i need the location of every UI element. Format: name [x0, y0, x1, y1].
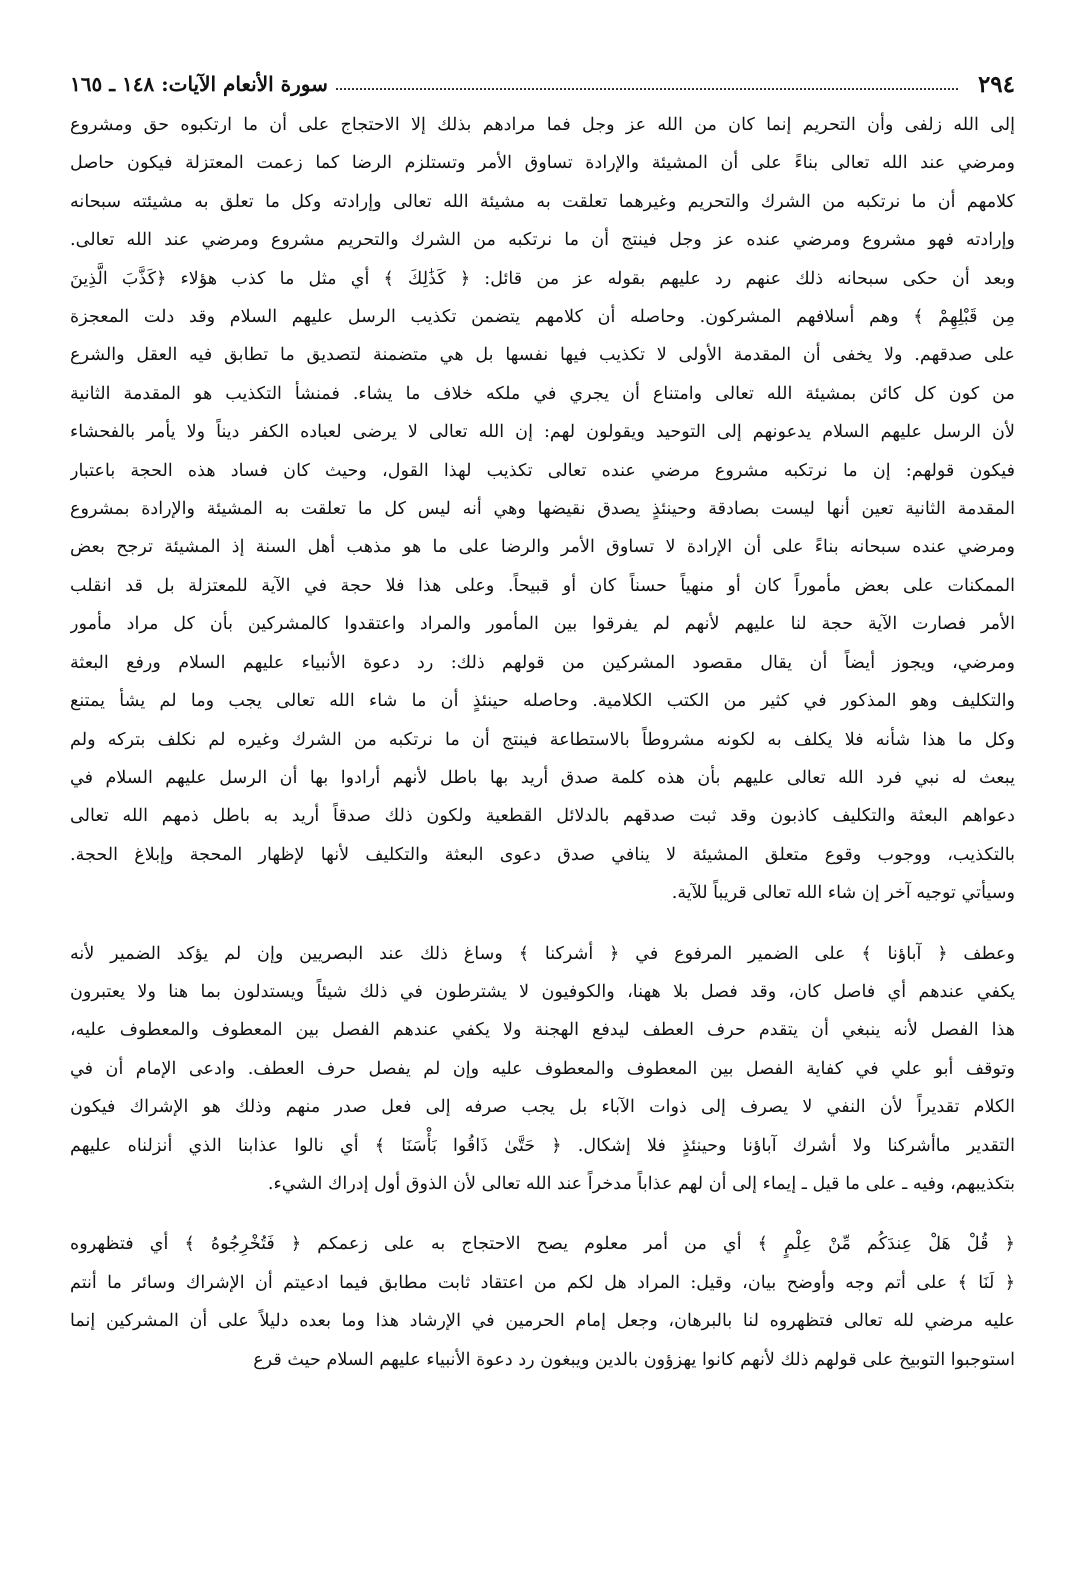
text-line: هذا الفصل لأنه ينبغي أن يتقدم حرف العطف ليدفع الهجنة ولا يكفي عندهم الفصل بين المعطوف والمعطوف عليه،	[70, 1020, 1015, 1041]
text-line: استوجبوا التوبيخ على قولهم ذلك لأنهم كانوا يهزؤون بالدين ويبغون رد دعوة الأنبياء عليهم السلام حيث قرع	[253, 1349, 1015, 1370]
running-title: سورة الأنعام الآيات: ١٤٨ ـ ١٦٥	[70, 72, 328, 96]
text-line: من كون كل كائن بمشيئة الله تعالى وامتناع أن يجري في ملكه خلاف ما يشاء. فمنشأ التكذيب هو المقدمة الثانية	[70, 383, 1015, 404]
text-line: بتكذيبهم، وفيه ـ على ما قيل ـ إيماء إلى أن لهم عذاباً مدخراً عند الله تعالى لأن الذوق أول إدراك الشيء.	[267, 1173, 1015, 1194]
text-line: الأمر فصارت الآية حجة لنا عليهم لأنهم لم يفرقوا بين المأمور والمراد واعتقدوا كالمشركين بأن كل مراد مأمور	[70, 614, 1015, 635]
text-line: ومرضي عنده سبحانه بناءً على أن الإرادة لا تساوق الأمر والرضا على ما هو مذهب أهل السنة إذ المشيئة ترجح بعض	[70, 537, 1015, 558]
text-line: إلى الله زلفى وأن التحريم إنما كان من الله عز وجل فما مرادهم بذلك إلا الاحتجاج على أن ما ارتكبوه حق ومشروع	[70, 115, 1015, 135]
text-line: وإرادته فهو مشروع ومرضي عنده عز وجل فينتج أن ما نرتكبه من الشرك والتحريم مشروع ومرضي عند الله تعالى.	[70, 230, 1015, 251]
page-number: ٢٩٤	[977, 70, 1015, 98]
header-dotted-leader	[336, 88, 958, 90]
text-line: وبعد أن حكى سبحانه ذلك عنهم رد عليهم بقوله عز من قائل: ﴿ كَذَٰلِكَ ﴾ أي مثل ما كذب هؤلاء ﴿كَذَّبَ الَّذِينَ	[70, 268, 1015, 289]
text-line: الممكنات على بعض مأموراً كان أو منهياً حسناً كان أو قبيحاً. وعلى هذا فلا حجة في الآية للمعتزلة بل قد انقلب	[70, 575, 1015, 596]
paragraph-commentary-1	[70, 106, 1015, 913]
text-line: على صدقهم. ولا يخفى أن المقدمة الأولى لا تكذيب فيها نفسها بل هي متضمنة لتصديق ما تطابق فيه العقل والشرع	[70, 345, 1015, 366]
text-line: ﴿ قُلْ هَلْ عِندَكُم مِّنْ عِلْمٍ ﴾ أي من أمر معلوم يصح الاحتجاج به على زعمكم ﴿ فَتُخْرِجُوهُ ﴾ أي فتظهروه	[70, 1234, 1015, 1255]
text-line: وعطف ﴿ آباؤنا ﴾ على الضمير المرفوع في ﴿ أشركنا ﴾ وساغ ذلك عند البصريين وإن لم يؤكد الضمير لأنه	[70, 943, 1015, 964]
text-line: بالتكذيب، ووجوب وقوع متعلق المشيئة لا ينافي صدق دعوى البعثة والتكليف لأنها لإظهار المحجة وإبلاغ الحجة.	[70, 844, 1015, 865]
text-line: والتكليف وهو المذكور في كثير من الكتب الكلامية. وحاصله حينئذٍ أن ما شاء الله تعالى يجب وما لم يشأ يمتنع	[70, 691, 1015, 712]
text-line: لأن الرسل عليهم السلام يدعونهم إلى التوحيد ويقولون لهم: إن الله تعالى لا يرضى لعباده الكفر ديناً ولا يأمر بالفحشاء	[70, 422, 1015, 443]
text-line: عليه مرضي لله تعالى فتظهروه لنا بالبرهان، وجعل إمام الحرمين في الإرشاد هذا وما بعده دليلاً على أن المشركين إنما	[70, 1311, 1015, 1332]
book-page	[70, 64, 1015, 1554]
text-line: وتوقف أبو علي في كفاية الفصل بين المعطوف والمعطوف عليه وإن لم يفصل حرف العطف. وادعى الإمام أن في	[70, 1058, 1015, 1079]
text-line: المقدمة الثانية تعين أنها ليست بصادقة وحينئذٍ يصدق نقيضها وهي أنه ليس كل ما تعلقت به المشيئة والإرادة بمشروع	[70, 499, 1015, 520]
text-line: يبعث له نبي فرد الله تعالى عليهم بأن هذه كلمة صدق أريد بها باطل لأنهم أرادوا بها أن الرسل عليهم السلام في	[70, 767, 1015, 788]
text-line: فيكون قولهم: إن ما نرتكبه مشروع مرضي عنده تعالى تكذيب لهذا القول، وحيث كان فساد هذه الحجة باعتبار	[70, 460, 1015, 481]
text-line: يكفي عندهم أي فاصل كان، وقد فصل بلا ههنا، والكوفيون لا يشترطون في ذلك شيئاً ويستدلون بما هنا ولا يعتبرون	[70, 981, 1015, 1002]
text-line: التقدير ماأشركنا ولا أشرك آباؤنا وحينئذٍ فلا إشكال. ﴿ حَتَّىٰ ذَاقُوا بَأْسَنَا ﴾ أي نالوا عذابنا الذي أنزلناه عليهم	[70, 1135, 1015, 1156]
text-line: وسيأتي توجيه آخر إن شاء الله تعالى قريباً للآية.	[671, 883, 1015, 904]
page-body	[70, 106, 1015, 1379]
paragraph-commentary-2	[70, 935, 1015, 1204]
paragraph-commentary-3	[70, 1225, 1015, 1379]
text-line: ﴿ لَنَا ﴾ على أتم وجه وأوضح بيان، وقيل: المراد هل لكم من اعتقاد ثابت مطابق فيما ادعيتم أن الإشراك وسائر ما أنتم	[70, 1272, 1015, 1293]
text-line: دعواهم البعثة والتكليف كاذبون وقد ثبت صدقهم بالدلائل القطعية ولكون ذلك صدقاً أريد به باطل ذمهم الله تعالى	[70, 806, 1015, 827]
text-line: ومرضي عند الله تعالى بناءً على أن المشيئة والإرادة تساوق الأمر وتستلزم الرضا كما زعمت المعتزلة فيكون حاصل	[70, 153, 1015, 174]
text-line: ومرضي، ويجوز أيضاً أن يقال مقصود المشركين من قولهم ذلك: رد دعوة الأنبياء عليهم السلام ورفع البعثة	[70, 652, 1015, 673]
text-line: الكلام تقديراً لأن النفي لا يصرف إلى ذوات الآباء بل يجب صرفه إلى فعل صدر منهم وذلك هو الإشراك فيكون	[70, 1097, 1015, 1118]
text-line: مِن قَبْلِهِمْ ﴾ وهم أسلافهم المشركون. وحاصله أن كلامهم يتضمن تكذيب الرسل عليهم السلام وقد دلت المعجزة	[70, 307, 1015, 328]
page-header	[70, 64, 1015, 104]
text-line: كلامهم أن ما نرتكبه من الشرك والتحريم وغيرهما تعلقت به مشيئة الله تعالى وإرادته وكل ما تعلق به مشيئته سبحانه	[70, 191, 1015, 212]
text-line: وكل ما هذا شأنه فلا يكلف به لكونه مشروطاً بالاستطاعة فينتج أن ما نرتكبه من الشرك وغيره لم نكلف بتركه ولم	[70, 729, 1015, 750]
